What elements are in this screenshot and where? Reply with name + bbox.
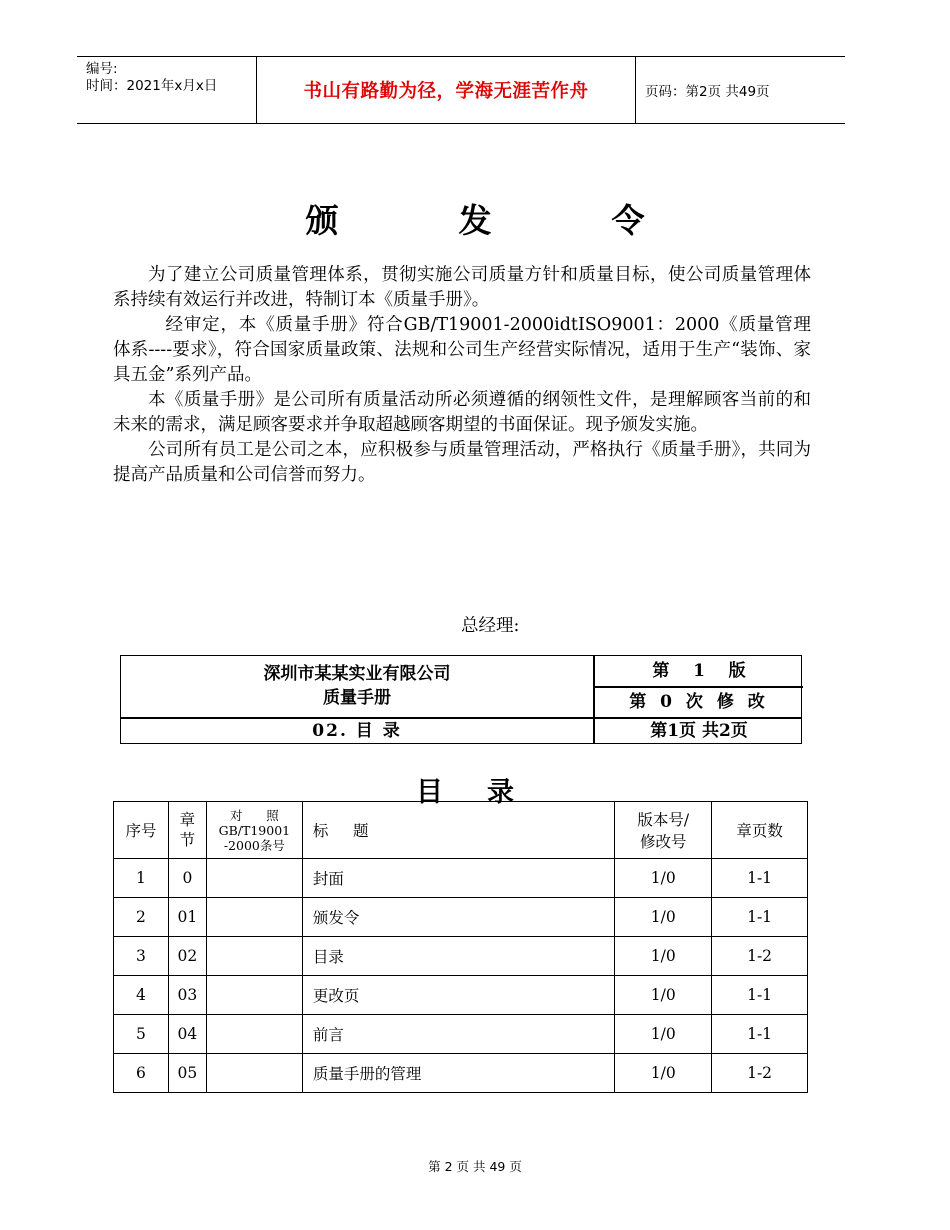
header-page-label: 页码：第2页 共49页 [645, 84, 770, 100]
page-title-char: 发 [458, 201, 492, 240]
revision-cell: 第 0 次 修 改 [629, 692, 769, 712]
cell-version: 1/0 [615, 898, 712, 937]
doc-number-label: 编号: [86, 61, 118, 77]
cell-chapter: 02 [168, 937, 206, 976]
page-footer: 第 2 页 共 49 页 [428, 1159, 522, 1174]
body-paragraph: 为了建立公司质量管理体系，贯彻实施公司质量方针和质量目标，使公司质量管理体系持续有效运行并改进，特制订本《质量手册》。 [113, 265, 811, 310]
cell-pages: 1-2 [712, 1054, 808, 1093]
company-block [121, 662, 593, 710]
general-manager-signature-label: 总经理: [461, 616, 520, 636]
cell-version: 1/0 [615, 1054, 712, 1093]
col-header-seq: 序号 [114, 802, 169, 859]
cell-pages: 1-1 [712, 859, 808, 898]
cell-reference [206, 898, 302, 937]
col-header-reference-line: -2000条号 [223, 837, 285, 853]
cell-chapter: 05 [168, 1054, 206, 1093]
cell-seq: 2 [114, 898, 169, 937]
cell-title: 目录 [302, 937, 614, 976]
cell-chapter: 01 [168, 898, 206, 937]
table-row [114, 1015, 808, 1054]
header-motto: 书山有路勤为径，学海无涯苦作舟 [303, 81, 589, 102]
cell-reference [206, 859, 302, 898]
cell-seq: 5 [114, 1015, 169, 1054]
cell-version: 1/0 [615, 859, 712, 898]
manual-name: 质量手册 [323, 688, 391, 708]
toc-table [113, 801, 808, 1093]
body-paragraph: 公司所有员工是公司之本，应积极参与质量管理活动，严格执行《质量手册》，共同为提高产品质量和公司信誉而努力。 [113, 440, 811, 485]
cell-version: 1/0 [615, 1015, 712, 1054]
toc-title-char: 录 [487, 777, 514, 808]
cell-title: 颁发令 [302, 898, 614, 937]
cell-version: 1/0 [615, 937, 712, 976]
cell-chapter: 04 [168, 1015, 206, 1054]
page-title-char: 令 [611, 201, 645, 240]
col-header-reference [206, 802, 302, 859]
table-row [114, 898, 808, 937]
cell-pages: 1-2 [712, 937, 808, 976]
table-header-row [114, 802, 808, 859]
cell-title: 前言 [302, 1015, 614, 1054]
decree-body [113, 263, 811, 488]
col-header-chapter [168, 802, 206, 859]
cell-title: 封面 [302, 859, 614, 898]
cell-pages: 1-1 [712, 976, 808, 1015]
page-title-char: 颁 [305, 201, 339, 240]
cell-title: 更改页 [302, 976, 614, 1015]
cell-title: 质量手册的管理 [302, 1054, 614, 1093]
edition-cell: 第 1 版 [652, 661, 746, 681]
company-name: 深圳市某某实业有限公司 [263, 664, 451, 684]
cell-version: 1/0 [615, 976, 712, 1015]
cell-seq: 4 [114, 976, 169, 1015]
page-header [77, 56, 845, 124]
table-row [114, 937, 808, 976]
body-paragraph: 本《质量手册》是公司所有质量活动所必须遵循的纲领性文件，是理解顾客当前的和未来的需求，满足顾客要求并争取超越顾客期望的书面保证。现予颁发实施。 [113, 390, 811, 435]
col-header-title: 标 题 [302, 802, 614, 859]
page-cell: 第1页 共2页 [650, 721, 748, 741]
table-row [114, 976, 808, 1015]
cell-seq: 6 [114, 1054, 169, 1093]
col-header-version-line: 修改号 [639, 833, 687, 851]
cell-reference [206, 976, 302, 1015]
toc-title-char: 目 [416, 777, 443, 808]
col-header-chapter-text: 章节 [179, 811, 196, 849]
cell-reference [206, 1054, 302, 1093]
doc-info-table [120, 655, 802, 744]
cell-reference [206, 937, 302, 976]
header-meta [86, 61, 217, 95]
table-row [114, 859, 808, 898]
doc-date-label: 时间：2021年x月x日 [86, 78, 218, 94]
col-header-version-line: 版本号/ [637, 811, 690, 829]
cell-pages: 1-1 [712, 1015, 808, 1054]
page-title [0, 195, 950, 242]
col-header-reference-line: 对 照 [229, 807, 279, 823]
section-name: 02. 目 录 [312, 721, 402, 741]
col-header-version [615, 802, 712, 859]
cell-reference [206, 1015, 302, 1054]
header-divider [635, 57, 636, 123]
col-header-reference-line: GB/T19001 [218, 822, 291, 838]
cell-chapter: 0 [168, 859, 206, 898]
body-paragraph: 经审定，本《质量手册》符合GB/T19001-2000idtISO9001：2000《质量管理体系----要求》，符合国家质量政策、法规和公司生产经营实际情况，适用于生产“装饰、家具五金”系列产品。 [113, 315, 811, 385]
cell-seq: 1 [114, 859, 169, 898]
col-header-pages: 章页数 [712, 802, 808, 859]
cell-chapter: 03 [168, 976, 206, 1015]
table-row [114, 1054, 808, 1093]
cell-pages: 1-1 [712, 898, 808, 937]
cell-seq: 3 [114, 937, 169, 976]
